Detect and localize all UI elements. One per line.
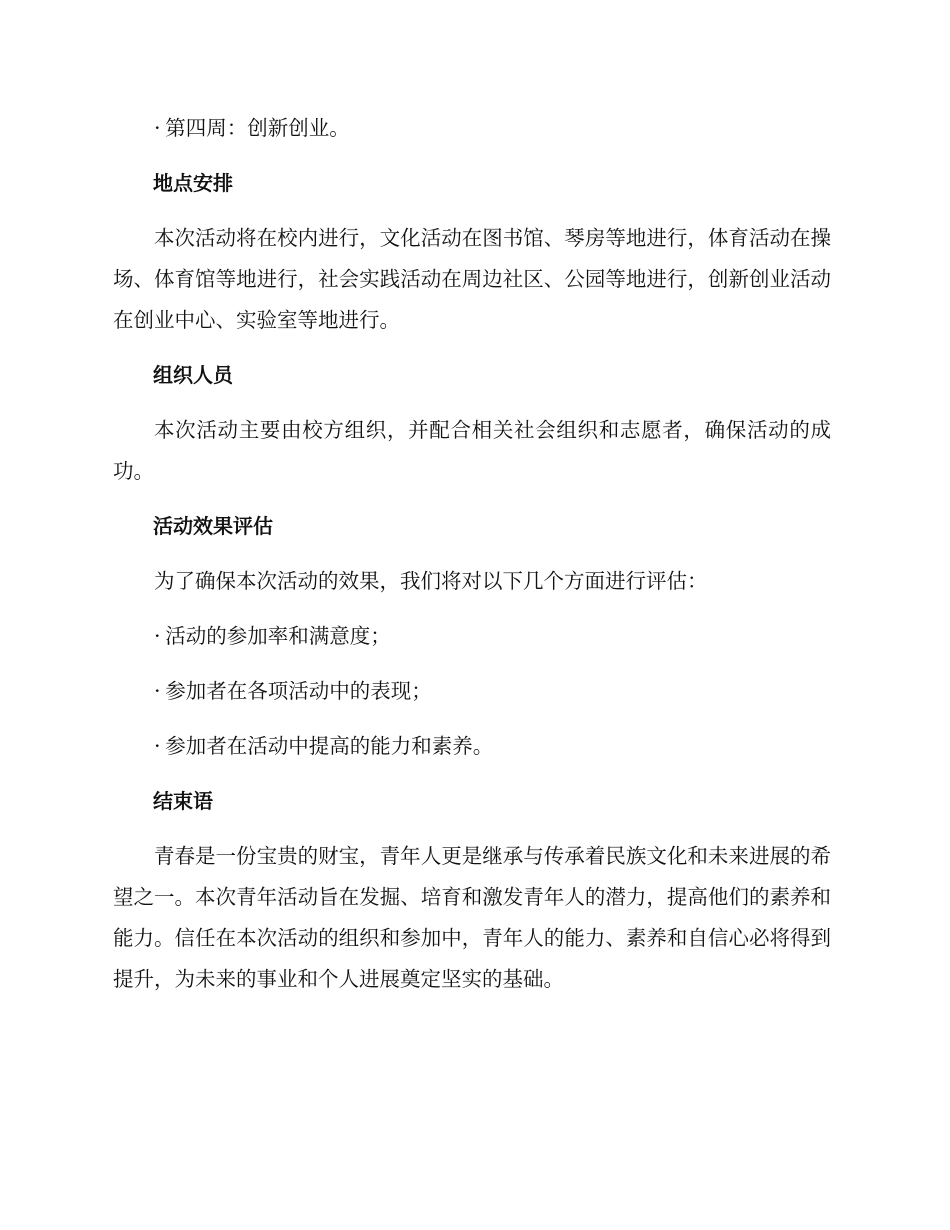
location-heading: 地点安排 bbox=[153, 171, 233, 195]
evaluation-item-1 bbox=[113, 616, 831, 657]
schedule-week4-item bbox=[113, 108, 831, 149]
evaluation-item-text: 活动的参加率和满意度； bbox=[165, 624, 391, 648]
bullet-dot: · bbox=[154, 116, 161, 140]
organizers-heading: 组织人员 bbox=[153, 363, 233, 387]
evaluation-item-text: 参加者在活动中提高的能力和素养。 bbox=[165, 734, 494, 758]
evaluation-item-text: 参加者在各项活动中的表现； bbox=[165, 679, 432, 703]
evaluation-heading: 活动效果评估 bbox=[153, 514, 273, 538]
organizers-paragraph: 本次活动主要由校方组织，并配合相关社会组织和志愿者，确保活动的成功。 bbox=[113, 418, 831, 483]
schedule-week4-text: 第四周：创新创业。 bbox=[165, 116, 350, 140]
bullet-dot: · bbox=[154, 734, 161, 758]
conclusion-paragraph: 青春是一份宝贵的财宝，青年人更是继承与传承着民族文化和未来进展的希望之一。本次青年活动旨在发掘、培育和激发青年人的潜力，提高他们的素养和能力。信任在本次活动的组织和参加中，青年人的能力、素养和自信心必将得到提升，为未来的事业和个人进展奠定坚实的基础。 bbox=[113, 844, 831, 991]
evaluation-item-2 bbox=[113, 671, 831, 712]
bullet-dot: · bbox=[154, 624, 161, 648]
document-page bbox=[113, 108, 831, 1014]
location-paragraph: 本次活动将在校内进行，文化活动在图书馆、琴房等地进行，体育活动在操场、体育馆等地进行，社会实践活动在周边社区、公园等地进行，创新创业活动在创业中心、实验室等地进行。 bbox=[113, 226, 831, 332]
evaluation-intro: 为了确保本次活动的效果，我们将对以下几个方面进行评估： bbox=[154, 569, 708, 593]
conclusion-heading: 结束语 bbox=[153, 789, 213, 813]
bullet-dot: · bbox=[154, 679, 161, 703]
evaluation-item-3 bbox=[113, 726, 831, 767]
